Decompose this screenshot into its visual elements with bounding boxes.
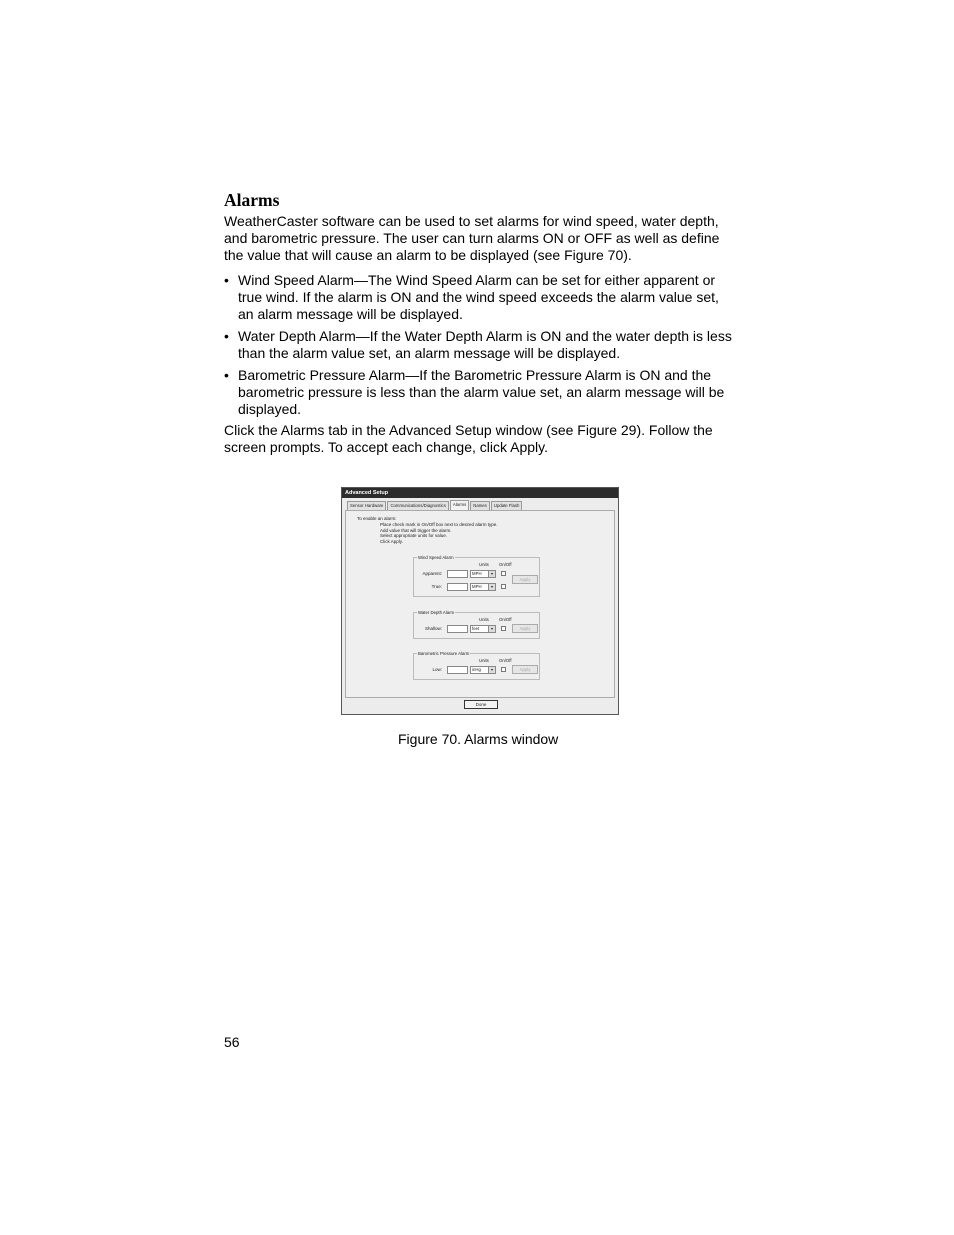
instructions-lead: To enable an alarm: bbox=[357, 516, 397, 521]
baro-units-select[interactable]: inHg ▾ bbox=[470, 666, 496, 674]
apparent-units-select[interactable]: MPH ▾ bbox=[470, 570, 496, 578]
done-button[interactable]: Done bbox=[464, 700, 498, 709]
apparent-label: Apparent: bbox=[422, 571, 442, 576]
onoff-header: On/Off bbox=[499, 562, 512, 567]
instructions bbox=[357, 516, 497, 545]
group-title: Barometric Pressure Alarm bbox=[418, 651, 470, 656]
section-heading: Alarms bbox=[224, 190, 280, 210]
water-depth-group bbox=[413, 612, 540, 639]
window-title: Advanced Setup bbox=[342, 488, 618, 498]
chevron-down-icon: ▾ bbox=[488, 571, 495, 577]
true-value-input[interactable] bbox=[447, 583, 468, 591]
low-label: Low: bbox=[432, 667, 442, 672]
depth-onoff-checkbox[interactable] bbox=[501, 626, 506, 631]
advanced-setup-window bbox=[341, 487, 619, 715]
wind-apply-button[interactable]: Apply bbox=[512, 575, 538, 584]
tab-names[interactable]: Names bbox=[470, 501, 490, 510]
tab-alarms[interactable]: Alarms bbox=[450, 500, 469, 510]
alarms-panel bbox=[345, 510, 615, 698]
list-item-baro: • Barometric Pressure Alarm—If the Barometric Pressure Alarm is ON and the barometric pressure is less than the alarm value set, an alarm message will be displayed. bbox=[224, 367, 734, 418]
intro-paragraph: WeatherCaster software can be used to set alarms for wind speed, water depth, and barometric pressure. The user can turn alarms ON or OFF as well as define the value that will cause an alarm to be displayed (see Figure 70). bbox=[224, 213, 720, 263]
tab-communications[interactable]: Communications/Diagnostics bbox=[387, 501, 448, 510]
chevron-down-icon: ▾ bbox=[488, 667, 495, 673]
true-onoff-checkbox[interactable] bbox=[501, 584, 506, 589]
shallow-value-input[interactable] bbox=[447, 625, 468, 633]
instruction-step: Select appropriate units for value. bbox=[380, 533, 448, 539]
group-title: Wind Speed Alarm bbox=[418, 555, 454, 560]
instruction-step: Click Apply. bbox=[380, 539, 403, 545]
apparent-value-input[interactable] bbox=[447, 570, 468, 578]
alarm-types-list bbox=[224, 272, 734, 423]
instruction-step: Add value that will trigger the alarm. bbox=[380, 527, 452, 533]
onoff-header: On/Off bbox=[499, 617, 512, 622]
list-item-depth: • Water Depth Alarm—If the Water Depth Alarm is ON and the water depth is less than the alarm value set, an alarm message will be displayed. bbox=[224, 328, 734, 362]
units-header: Units bbox=[479, 562, 489, 567]
barometric-pressure-group bbox=[413, 653, 540, 680]
baro-onoff-checkbox[interactable] bbox=[501, 667, 506, 672]
tab-update-flash[interactable]: Update Flash bbox=[491, 501, 523, 510]
onoff-header: On/Off bbox=[499, 658, 512, 663]
depth-units-select[interactable]: feet ▾ bbox=[470, 625, 496, 633]
baro-apply-button[interactable]: Apply bbox=[512, 665, 538, 674]
list-item-wind: • Wind Speed Alarm—The Wind Speed Alarm can be set for either apparent or true wind. If the alarm is ON and the wind speed exceeds the alarm value set, an alarm message will be displayed. bbox=[224, 272, 734, 323]
outro-paragraph: Click the Alarms tab in the Advanced Setup window (see Figure 29). Follow the screen prompts. To accept each change, click Apply. bbox=[224, 422, 713, 455]
true-units-select[interactable]: MPH ▾ bbox=[470, 583, 496, 591]
figure-caption: Figure 70. Alarms window bbox=[398, 731, 559, 747]
shallow-label: Shallow: bbox=[424, 626, 442, 631]
page-number: 56 bbox=[224, 1034, 240, 1050]
low-value-input[interactable] bbox=[447, 666, 468, 674]
chevron-down-icon: ▾ bbox=[488, 584, 495, 590]
true-label: True: bbox=[431, 584, 442, 589]
tab-bar bbox=[347, 501, 523, 510]
units-header: Units bbox=[479, 617, 489, 622]
apparent-onoff-checkbox[interactable] bbox=[501, 571, 506, 576]
instruction-step: Place check mark in On/Off box next to desired alarm type. bbox=[380, 521, 498, 527]
tab-sensor-hardware[interactable]: Sensor Hardware bbox=[347, 501, 386, 510]
depth-apply-button[interactable]: Apply bbox=[512, 624, 538, 633]
wind-speed-group bbox=[413, 557, 540, 597]
chevron-down-icon: ▾ bbox=[488, 626, 495, 632]
units-header: Units bbox=[479, 658, 489, 663]
group-title: Water Depth Alarm bbox=[418, 610, 455, 615]
